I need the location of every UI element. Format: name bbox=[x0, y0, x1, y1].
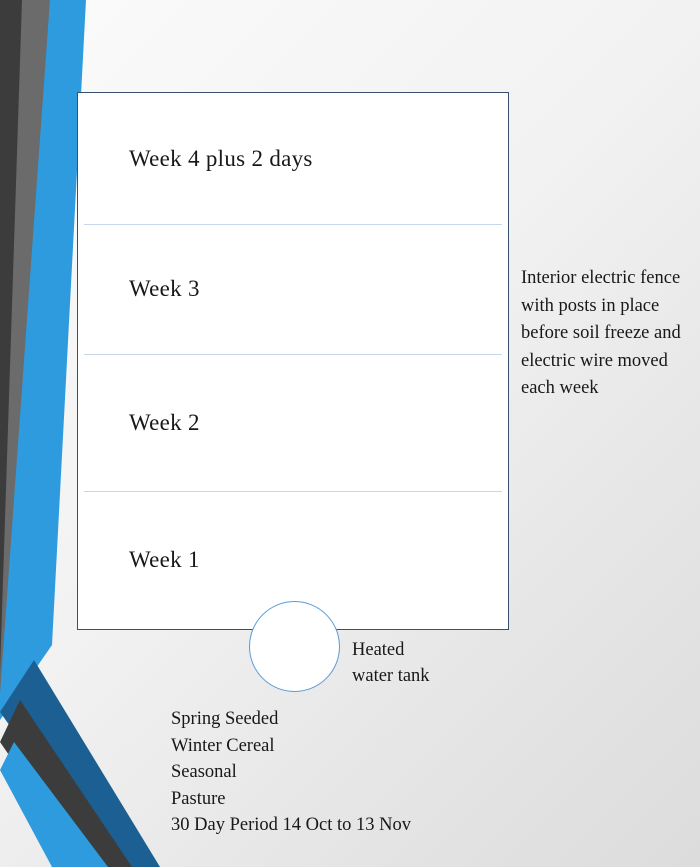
bottom-note-line: Spring Seeded bbox=[171, 709, 279, 729]
bottom-note-line: 30 Day Period 14 Oct to 13 Nov bbox=[171, 815, 411, 835]
bottom-note-line: Pasture bbox=[171, 788, 226, 809]
paddock-row bbox=[78, 93, 508, 224]
side-note-text: Interior electric fence with posts in place before soil freeze and electric wire moved each week bbox=[521, 268, 681, 398]
paddock-row-label: Week 1 bbox=[129, 547, 200, 572]
water-tank-circle bbox=[249, 601, 340, 692]
bottom-note-text bbox=[171, 706, 601, 839]
bottom-note-line: Winter Cereal bbox=[171, 735, 275, 756]
bottom-note-line: Seasonal bbox=[171, 762, 237, 782]
paddock-row-label: Week 4 plus 2 days bbox=[129, 145, 313, 171]
water-tank-label-line1: Heated bbox=[352, 640, 405, 660]
paddock-box bbox=[77, 92, 509, 630]
paddock-row bbox=[78, 354, 508, 491]
paddock-row bbox=[78, 224, 508, 354]
water-tank-label-line2: water tank bbox=[352, 666, 430, 686]
water-tank-label bbox=[352, 637, 552, 689]
paddock-row-label: Week 3 bbox=[129, 276, 200, 301]
paddock-row-label: Week 2 bbox=[129, 409, 200, 435]
